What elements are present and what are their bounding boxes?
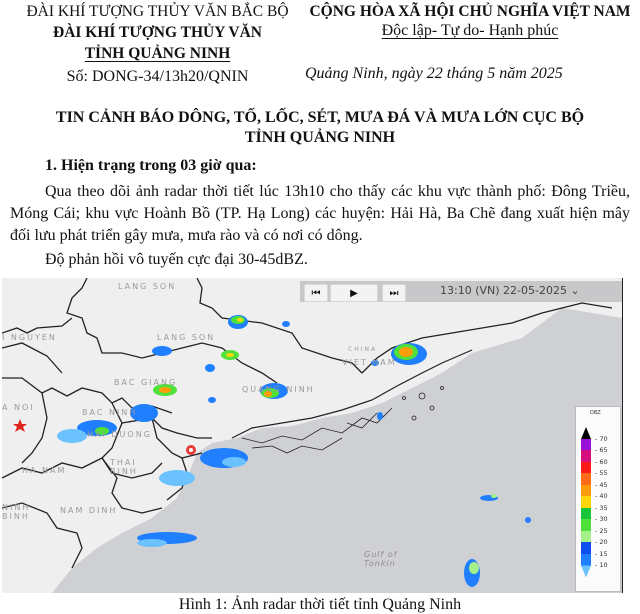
national-header bbox=[300, 0, 640, 41]
map-label-china: CHINA bbox=[348, 346, 378, 353]
playback-controls bbox=[300, 281, 622, 302]
legend-swatch bbox=[581, 450, 591, 462]
nation-name: CỘNG HÒA XÃ HỘI CHỦ NGHĨA VIỆT NAM bbox=[309, 3, 631, 20]
map-label-ha-nam: HA NAM bbox=[22, 466, 67, 475]
map-label-bac-giang: BAC GIANG bbox=[114, 378, 178, 387]
legend-tick: - 10 bbox=[595, 561, 608, 570]
legend-swatch bbox=[581, 542, 591, 554]
agency-name-line2: TỈNH QUẢNG NINH bbox=[84, 45, 231, 62]
play-icon: ▶ bbox=[350, 287, 358, 299]
legend-swatch bbox=[581, 439, 591, 451]
radar-map[interactable] bbox=[2, 278, 623, 593]
paragraph-text: Qua theo dõi ảnh radar thời tiết lúc 13h10 cho thấy các khu vực thành phố: Đông Triều, Móng Cái; khu vực Hoành Bồ (TP. Hạ Long) các huyện: Hải Hà, Ba Chẽ đang xuất hiện mây đối lưu phát triển gây mưa, mưa rào và có nơi có dông. bbox=[10, 183, 630, 244]
legend-swatch bbox=[581, 485, 591, 497]
map-label-ha-noi: A NOI bbox=[2, 403, 35, 412]
section-paragraph bbox=[10, 181, 630, 247]
legend-tick: - 55 bbox=[595, 469, 608, 478]
map-label-nam-dinh: NAM DINH bbox=[60, 506, 118, 515]
legend-swatch bbox=[581, 519, 591, 531]
section-heading: 1. Hiện trạng trong 03 giờ qua: bbox=[45, 157, 257, 174]
map-label-viet-nam: VIET NAM bbox=[342, 358, 397, 367]
reflectivity-text: Độ phản hồi vô tuyến cực đại 30-45dBZ. bbox=[45, 251, 308, 268]
skip-back-button[interactable] bbox=[304, 284, 328, 302]
map-label-lang-son-2: LANG SON bbox=[157, 333, 216, 342]
legend-swatch bbox=[581, 554, 591, 566]
play-button[interactable] bbox=[330, 284, 378, 302]
legend-tick: - 45 bbox=[595, 480, 608, 489]
legend-tick: - 30 bbox=[595, 515, 608, 524]
legend-tick: - 60 bbox=[595, 457, 608, 466]
legend-tick: - 35 bbox=[595, 503, 608, 512]
issuer-block bbox=[0, 0, 315, 87]
parent-agency: ĐÀI KHÍ TƯỢNG THỦY VĂN BẮC BỘ bbox=[26, 3, 289, 20]
legend-color-bar bbox=[581, 427, 591, 577]
document-number: Số: DONG-34/13h20/QNIN bbox=[66, 68, 249, 85]
dbz-legend bbox=[575, 406, 621, 592]
legend-tick: - 65 bbox=[595, 446, 608, 455]
legend-swatch bbox=[581, 565, 591, 577]
place-date: Quảng Ninh, ngày 22 tháng 5 năm 2025 bbox=[305, 65, 563, 82]
legend-tick: - 40 bbox=[595, 492, 608, 501]
figure-caption: Hình 1: Ảnh radar thời tiết tỉnh Quảng Ninh bbox=[178, 596, 462, 613]
document-title bbox=[0, 108, 640, 148]
map-label-thai-nguyen: I NGUYEN bbox=[2, 333, 57, 342]
legend-tick: - 20 bbox=[595, 538, 608, 547]
skip-forward-icon: ⏭ bbox=[389, 287, 399, 299]
title-line2: TỈNH QUẢNG NINH bbox=[244, 129, 396, 146]
legend-swatch bbox=[581, 508, 591, 520]
map-label-quang-ninh: QUANG NINH bbox=[242, 385, 315, 394]
legend-swatch bbox=[581, 462, 591, 474]
legend-swatch bbox=[581, 427, 591, 439]
map-label-thai-binh: THAI BINH bbox=[110, 458, 138, 476]
agency-name-line1: ĐÀI KHÍ TƯỢNG THỦY VĂN bbox=[53, 24, 262, 41]
legend-unit: DBZ bbox=[590, 410, 601, 416]
legend-swatch bbox=[581, 531, 591, 543]
map-label-ninh-binh: NINH BINH bbox=[2, 503, 31, 521]
legend-tick: - 15 bbox=[595, 549, 608, 558]
map-label-hai-duong: HAI DUONG bbox=[87, 430, 152, 439]
national-motto: Độc lập- Tự do- Hạnh phúc bbox=[381, 22, 559, 39]
timestamp-dropdown[interactable] bbox=[440, 284, 580, 297]
map-label-gulf-of-tonkin: Gulf of Tonkin bbox=[364, 550, 398, 568]
legend-swatch bbox=[581, 496, 591, 508]
chevron-down-icon: ⌄ bbox=[570, 284, 580, 297]
skip-back-icon: ⏮ bbox=[311, 287, 321, 299]
title-line1: TIN CẢNH BÁO DÔNG, TỐ, LỐC, SÉT, MƯA ĐÁ VÀ MƯA LỚN CỤC BỘ bbox=[55, 109, 585, 126]
legend-tick: - 25 bbox=[595, 526, 608, 535]
skip-forward-button[interactable] bbox=[382, 284, 406, 302]
legend-swatch bbox=[581, 473, 591, 485]
legend-tick: - 70 bbox=[595, 434, 608, 443]
map-label-lang-son-1: LANG SON bbox=[118, 282, 177, 291]
timestamp-text: 13:10 (VN) 22-05-2025 bbox=[440, 284, 567, 297]
map-label-bac-ninh: BAC NINH bbox=[82, 408, 138, 417]
